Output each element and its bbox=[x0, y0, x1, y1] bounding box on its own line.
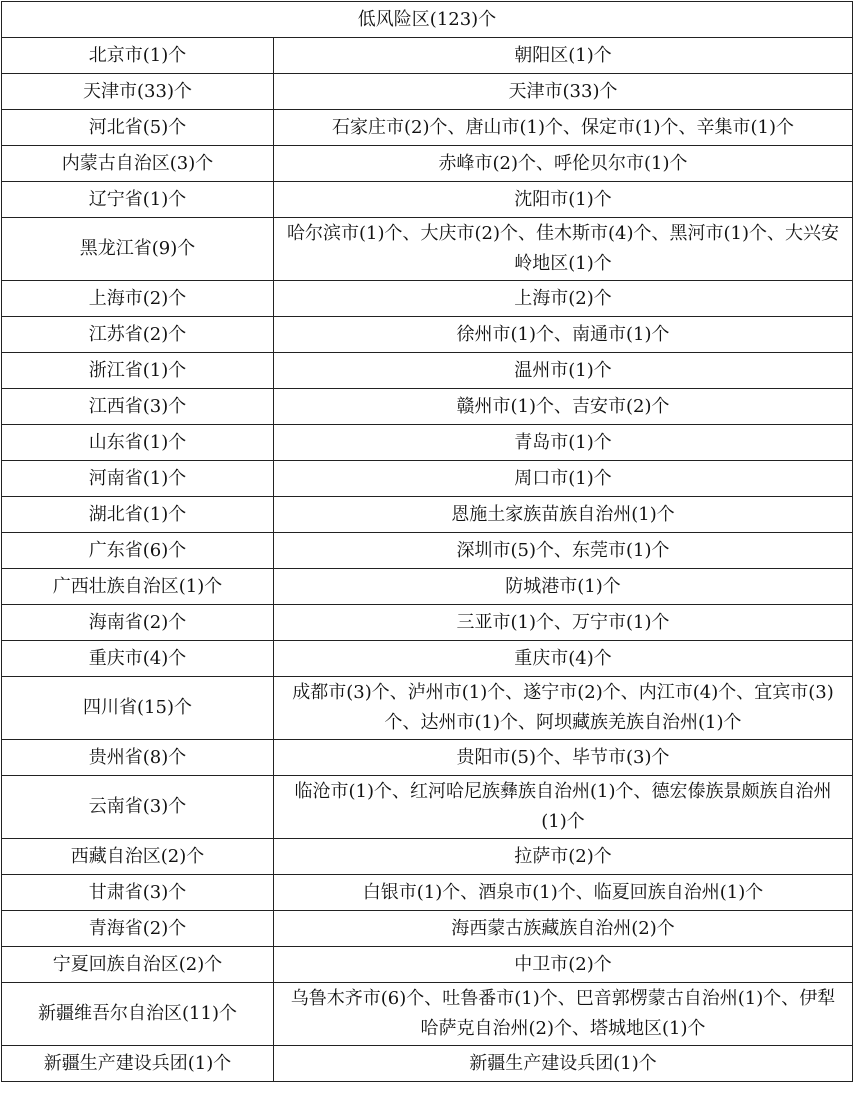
table-row bbox=[2, 641, 853, 677]
cities-cell: 青岛市(1)个 bbox=[274, 425, 853, 461]
cities-cell: 新疆生产建设兵团(1)个 bbox=[274, 1046, 853, 1082]
province-cell: 宁夏回族自治区(2)个 bbox=[2, 947, 274, 983]
province-cell: 内蒙古自治区(3)个 bbox=[2, 146, 274, 182]
province-cell: 云南省(3)个 bbox=[2, 776, 274, 839]
cities-cell: 白银市(1)个、酒泉市(1)个、临夏回族自治州(1)个 bbox=[274, 875, 853, 911]
table-row bbox=[2, 947, 853, 983]
cities-cell: 成都市(3)个、泸州市(1)个、遂宁市(2)个、内江市(4)个、宜宾市(3)个、达州市(1)个、阿坝藏族羌族自治州(1)个 bbox=[274, 677, 853, 740]
table-row bbox=[2, 605, 853, 641]
province-cell: 河南省(1)个 bbox=[2, 461, 274, 497]
table-row bbox=[2, 839, 853, 875]
province-cell: 广西壮族自治区(1)个 bbox=[2, 569, 274, 605]
cities-cell: 天津市(33)个 bbox=[274, 74, 853, 110]
cities-cell: 中卫市(2)个 bbox=[274, 947, 853, 983]
cities-cell: 恩施土家族苗族自治州(1)个 bbox=[274, 497, 853, 533]
table-row bbox=[2, 875, 853, 911]
table-row bbox=[2, 497, 853, 533]
table-row bbox=[2, 776, 853, 839]
table-row bbox=[2, 533, 853, 569]
cities-cell: 温州市(1)个 bbox=[274, 353, 853, 389]
province-cell: 江苏省(2)个 bbox=[2, 317, 274, 353]
table-body bbox=[2, 2, 853, 1082]
province-cell: 青海省(2)个 bbox=[2, 911, 274, 947]
province-cell: 新疆生产建设兵团(1)个 bbox=[2, 1046, 274, 1082]
table-row bbox=[2, 110, 853, 146]
cities-cell: 哈尔滨市(1)个、大庆市(2)个、佳木斯市(4)个、黑河市(1)个、大兴安岭地区(1)个 bbox=[274, 218, 853, 281]
province-cell: 天津市(33)个 bbox=[2, 74, 274, 110]
table-row bbox=[2, 218, 853, 281]
table-row bbox=[2, 461, 853, 497]
table-row bbox=[2, 317, 853, 353]
cities-cell: 临沧市(1)个、红河哈尼族彝族自治州(1)个、德宏傣族景颇族自治州(1)个 bbox=[274, 776, 853, 839]
cities-cell: 朝阳区(1)个 bbox=[274, 38, 853, 74]
table-title-row bbox=[2, 2, 853, 38]
table-row bbox=[2, 353, 853, 389]
low-risk-area-table bbox=[1, 1, 853, 1082]
cities-cell: 周口市(1)个 bbox=[274, 461, 853, 497]
cities-cell: 海西蒙古族藏族自治州(2)个 bbox=[274, 911, 853, 947]
cities-cell: 石家庄市(2)个、唐山市(1)个、保定市(1)个、辛集市(1)个 bbox=[274, 110, 853, 146]
cities-cell: 沈阳市(1)个 bbox=[274, 182, 853, 218]
table-row bbox=[2, 677, 853, 740]
table-row bbox=[2, 182, 853, 218]
cities-cell: 防城港市(1)个 bbox=[274, 569, 853, 605]
cities-cell: 赤峰市(2)个、呼伦贝尔市(1)个 bbox=[274, 146, 853, 182]
cities-cell: 拉萨市(2)个 bbox=[274, 839, 853, 875]
table-row bbox=[2, 38, 853, 74]
province-cell: 江西省(3)个 bbox=[2, 389, 274, 425]
province-cell: 浙江省(1)个 bbox=[2, 353, 274, 389]
table-row bbox=[2, 569, 853, 605]
table-row bbox=[2, 911, 853, 947]
table-row bbox=[2, 1046, 853, 1082]
cities-cell: 赣州市(1)个、吉安市(2)个 bbox=[274, 389, 853, 425]
cities-cell: 徐州市(1)个、南通市(1)个 bbox=[274, 317, 853, 353]
cities-cell: 深圳市(5)个、东莞市(1)个 bbox=[274, 533, 853, 569]
province-cell: 辽宁省(1)个 bbox=[2, 182, 274, 218]
table-row bbox=[2, 425, 853, 461]
province-cell: 西藏自治区(2)个 bbox=[2, 839, 274, 875]
province-cell: 甘肃省(3)个 bbox=[2, 875, 274, 911]
province-cell: 海南省(2)个 bbox=[2, 605, 274, 641]
province-cell: 广东省(6)个 bbox=[2, 533, 274, 569]
table-row bbox=[2, 389, 853, 425]
table-title: 低风险区(123)个 bbox=[2, 2, 853, 38]
cities-cell: 重庆市(4)个 bbox=[274, 641, 853, 677]
province-cell: 湖北省(1)个 bbox=[2, 497, 274, 533]
province-cell: 北京市(1)个 bbox=[2, 38, 274, 74]
province-cell: 河北省(5)个 bbox=[2, 110, 274, 146]
province-cell: 山东省(1)个 bbox=[2, 425, 274, 461]
province-cell: 重庆市(4)个 bbox=[2, 641, 274, 677]
table-row bbox=[2, 740, 853, 776]
cities-cell: 上海市(2)个 bbox=[274, 281, 853, 317]
province-cell: 黑龙江省(9)个 bbox=[2, 218, 274, 281]
table-row bbox=[2, 983, 853, 1046]
table-row bbox=[2, 281, 853, 317]
table-row bbox=[2, 146, 853, 182]
province-cell: 四川省(15)个 bbox=[2, 677, 274, 740]
cities-cell: 三亚市(1)个、万宁市(1)个 bbox=[274, 605, 853, 641]
cities-cell: 贵阳市(5)个、毕节市(3)个 bbox=[274, 740, 853, 776]
cities-cell: 乌鲁木齐市(6)个、吐鲁番市(1)个、巴音郭楞蒙古自治州(1)个、伊犁哈萨克自治州(2)个、塔城地区(1)个 bbox=[274, 983, 853, 1046]
province-cell: 新疆维吾尔自治区(11)个 bbox=[2, 983, 274, 1046]
province-cell: 贵州省(8)个 bbox=[2, 740, 274, 776]
table-row bbox=[2, 74, 853, 110]
province-cell: 上海市(2)个 bbox=[2, 281, 274, 317]
